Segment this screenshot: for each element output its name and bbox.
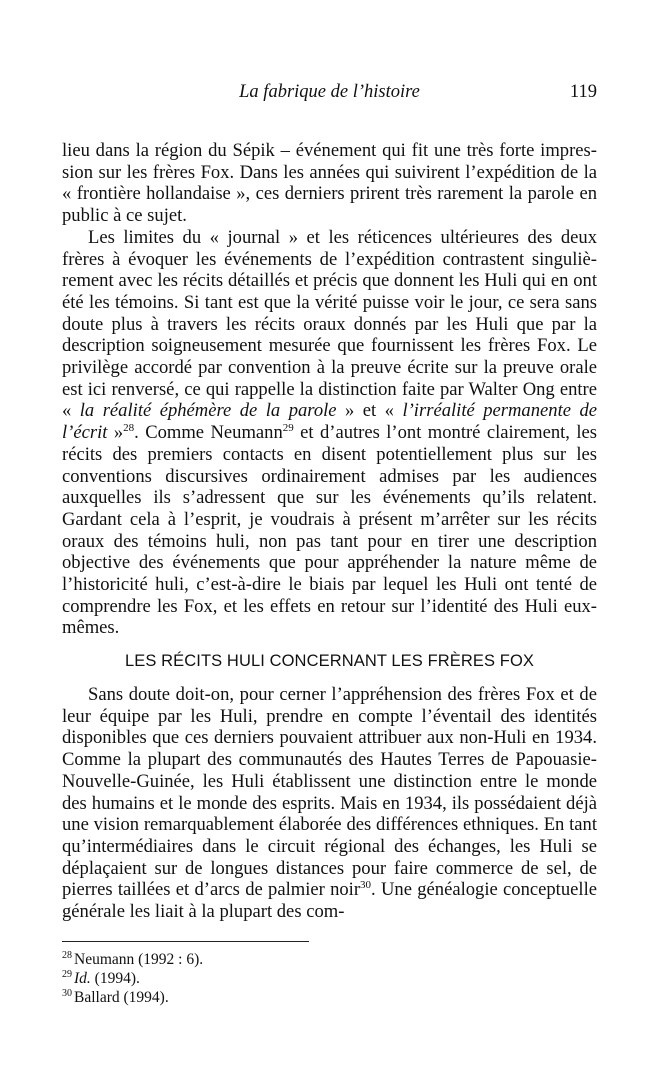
footnote-number: 29 [62, 969, 72, 980]
running-title: La fabrique de l’histoire [239, 82, 420, 102]
text-run: lieu dans la région du Sépik – événement qui fit une très forte impression sur les frères Fox. Dans les années qui suivirent l’expédition de la « frontière hollandaise », ces derniers prirent très rarement la parole en public à ce sujet. [62, 140, 597, 227]
text-run: et d’autres l’ont montré clairement, les récits des premiers contacts en disent potentiellement plus sur les conventions discursives ordinairement admises par les audiences auxquelles ils s’adressent que sur les événements qu’ils relatent. Gardant cela à l’esprit, je voudrais à présent m’arrêter sur les récits oraux des témoins huli, non pas tant pour en tirer une description objective des événements que pour appréhender la nature même de l’historicité huli, c’est-à-dire le biais par lequel les Huli ont tenté de comprendre les Fox, et les effets en retour sur l’identité des Huli eux-mêmes. [62, 422, 597, 639]
body-text [62, 140, 597, 639]
text-run: Ballard (1994). [74, 989, 169, 1006]
text-run: » [107, 422, 124, 444]
footnote-separator [62, 941, 309, 942]
italic-text: la réalité éphémère de la parole [79, 400, 337, 422]
italic-text: Id. [74, 970, 91, 987]
text-run: Neumann (1992 : 6). [74, 951, 204, 968]
footnote [62, 969, 203, 988]
section-heading: LES RÉCITS HULI CONCERNANT LES FRÈRES FOX [124, 652, 535, 670]
paragraph [62, 684, 597, 923]
text-run: Sans doute doit-on, pour cerner l’appréhension des frères Fox et de leur équipe par les Huli, prendre en compte l’éventail des identités disponibles que ces derniers pouvaient attribuer aux non-Huli en 1934. Comme la plupart des communautés des Hautes Terres de Papouasie-Nouvelle-Guinée, les Huli établissent une distinction entre le monde des humains et le monde des esprits. Mais en 1934, ils possédaient déjà une vision remarquablement élaborée des différences ethniques. En tant qu’intermédiaires dans le circuit régional des échanges, les Huli se déplaçaient sur de longues distances pour faire commerce de sel, de pierres taillées et d’arcs de palmier noir [62, 684, 597, 901]
text-run: . Comme Neumann [134, 422, 283, 444]
text-run: Les limites du « journal » et les réticences ultérieures des deux frères à évoquer les événements de l’expédition contrastent singulièrement avec les récits détaillés et précis que donnent les Huli qui en ont été les témoins. Si tant est que la vérité puisse voir le jour, ce sera sans doute plus à travers les récits oraux donnés par les Huli que par la description soigneusement mesurée que fournissent les frères Fox. Le privilège accordé par convention à la preuve écrite sur la preuve orale est ici renversé, ce qui rappelle la distinction faite par Walter Ong entre « [62, 226, 597, 422]
paragraph [62, 227, 597, 639]
paragraph [62, 140, 597, 227]
section-body-text [62, 684, 597, 923]
text-run: (1994). [90, 970, 140, 987]
text-run: » et « [336, 400, 403, 422]
text-run: . Une généalogie conceptuelle générale les liait à la plupart des com- [62, 879, 597, 923]
footnote [62, 950, 203, 969]
footnote-number: 30 [62, 988, 72, 999]
footnote-reference[interactable]: 28 [123, 422, 135, 435]
italic-text: l’irréalité permanente de l’écrit [62, 400, 598, 444]
footnotes [62, 950, 203, 1007]
footnote-reference[interactable]: 29 [282, 422, 294, 435]
page-number: 119 [569, 82, 597, 102]
footnote-reference[interactable]: 30 [360, 879, 372, 892]
footnote [62, 988, 203, 1007]
footnote-number: 28 [62, 950, 72, 961]
running-head [62, 82, 597, 106]
